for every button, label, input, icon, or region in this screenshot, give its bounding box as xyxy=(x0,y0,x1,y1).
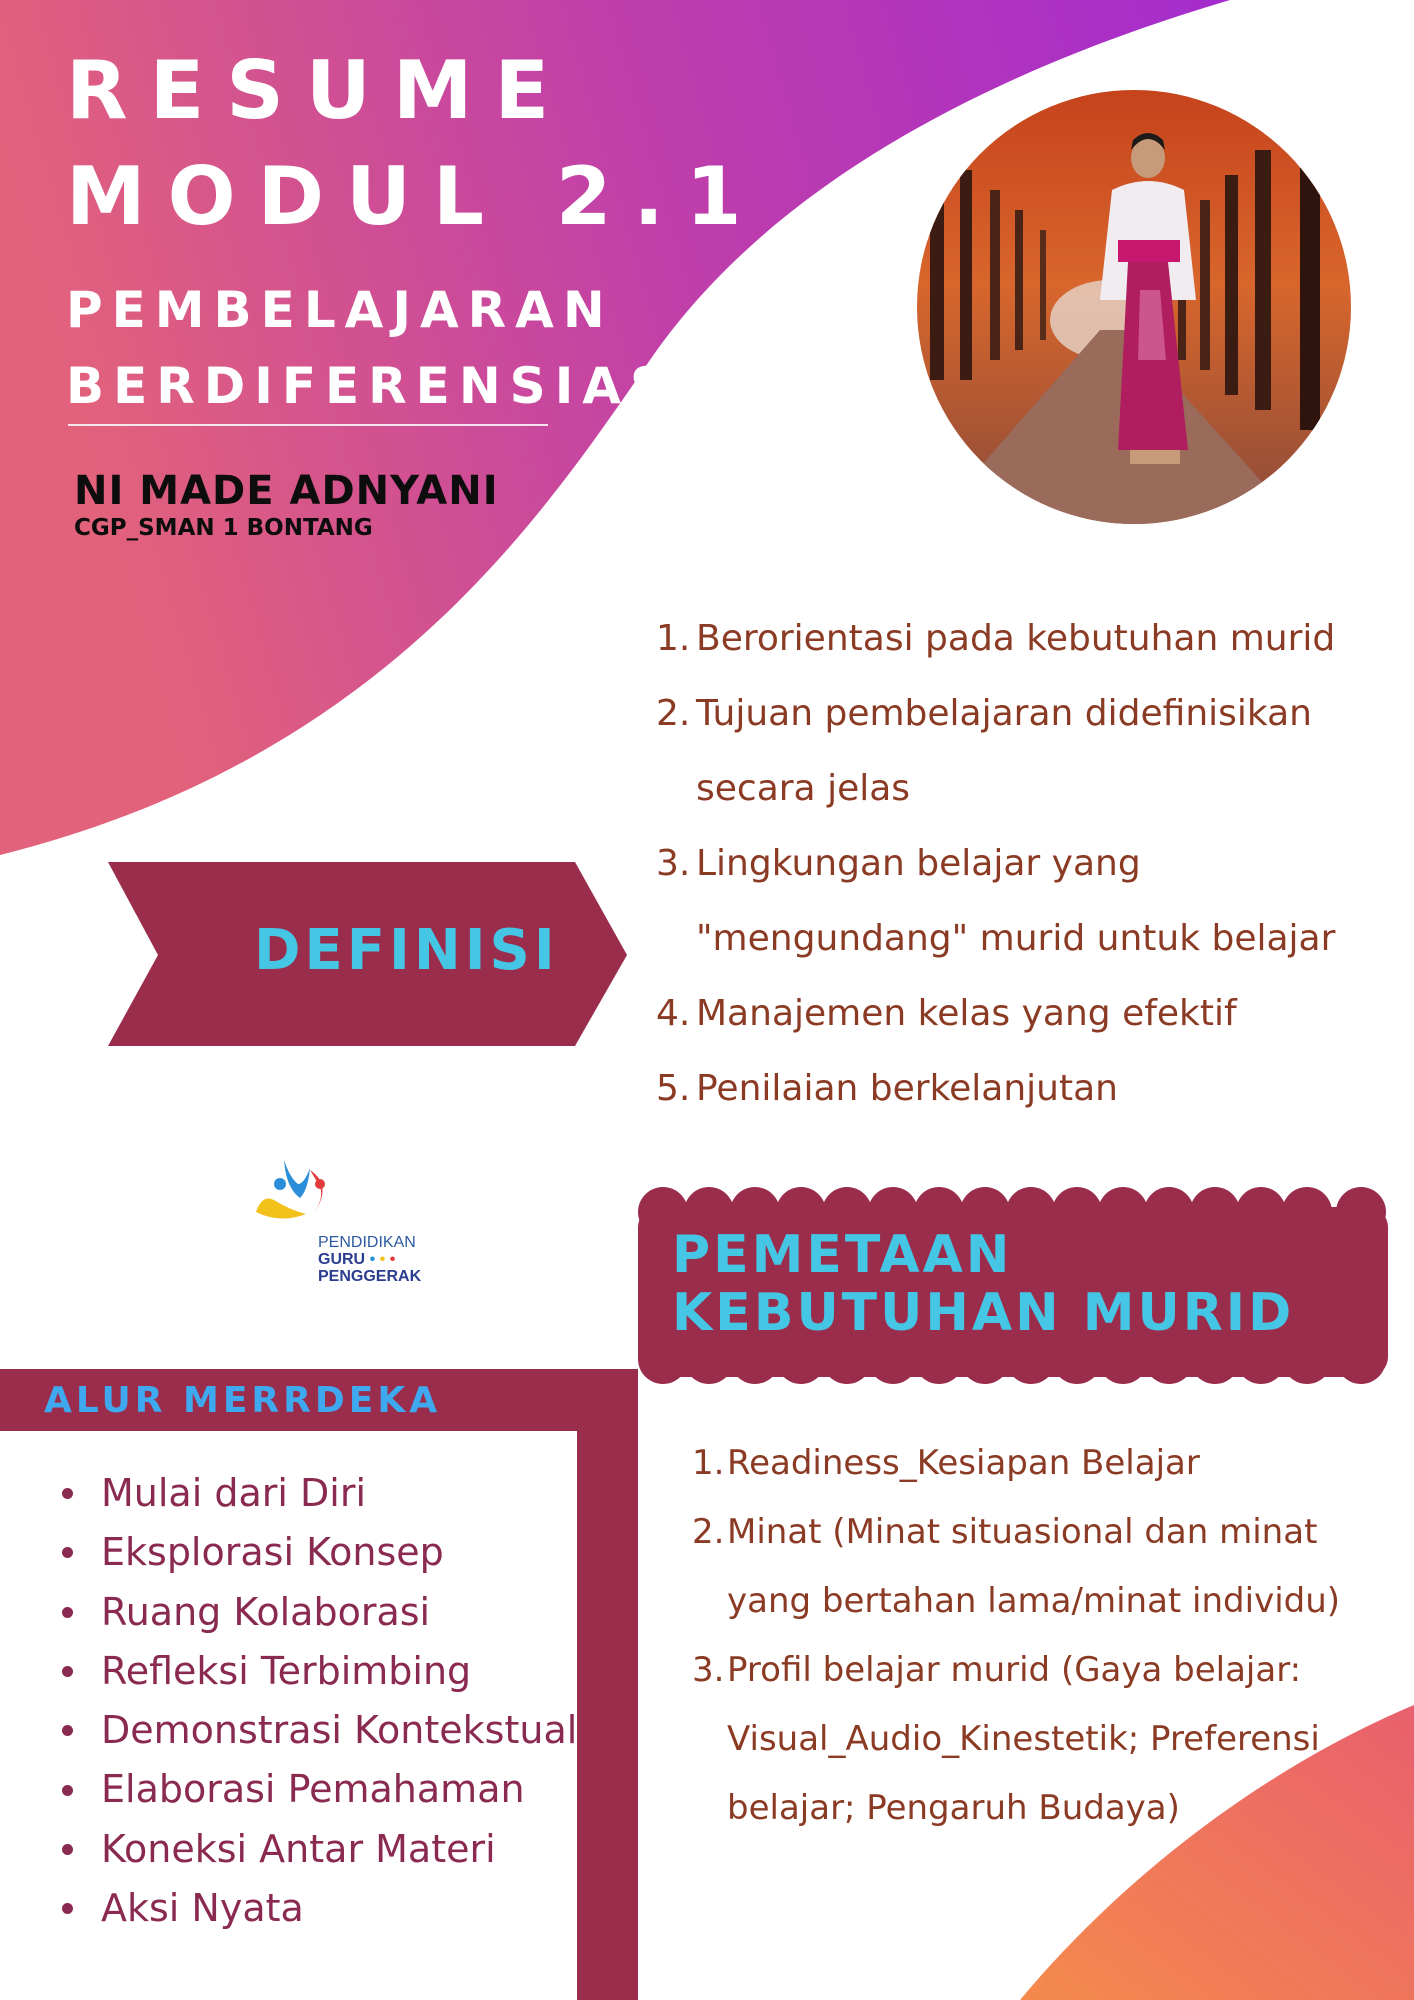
list-number: 3. xyxy=(692,1650,725,1690)
line: Penilaian berkelanjutan xyxy=(696,1068,1118,1109)
line: belajar; Pengaruh Budaya) xyxy=(727,1788,1180,1828)
list-text: Demonstrasi Kontekstual xyxy=(101,1708,578,1753)
list-item xyxy=(656,676,1376,826)
author-name: NI MADE ADNYANI xyxy=(74,468,499,514)
logo-line-1: PENDIDIKAN xyxy=(318,1234,416,1251)
bullet-icon xyxy=(62,1903,73,1914)
pemetaan-title-line-1: PEMETAAN xyxy=(672,1225,1013,1285)
list-item xyxy=(656,601,1376,676)
subtitle-line-2: BERDIFERENSIASI xyxy=(66,357,703,415)
list-number: 3. xyxy=(656,843,691,884)
list-text xyxy=(727,1636,1320,1843)
list-text: Refleksi Terbimbing xyxy=(101,1648,472,1693)
list-item xyxy=(58,1464,578,1523)
list-item xyxy=(656,826,1376,976)
list-text xyxy=(727,1498,1340,1636)
line: Minat (Minat situasional dan minat xyxy=(727,1512,1318,1552)
list-text: Aksi Nyata xyxy=(101,1886,304,1931)
list-number: 1. xyxy=(692,1443,725,1483)
bullet-icon xyxy=(62,1666,73,1677)
list-item xyxy=(656,1051,1376,1126)
list-item xyxy=(58,1583,578,1642)
list-item xyxy=(692,1498,1392,1636)
line: Manajemen kelas yang efektif xyxy=(696,993,1237,1034)
guru-penggerak-logo xyxy=(250,1154,450,1294)
definisi-list xyxy=(656,601,1376,1126)
alur-list xyxy=(58,1464,578,1938)
list-item xyxy=(58,1523,578,1582)
list-text: Koneksi Antar Materi xyxy=(101,1826,496,1871)
list-number: 1. xyxy=(656,618,691,659)
list-item xyxy=(692,1429,1392,1498)
alur-title: ALUR MERRDEKA xyxy=(44,1380,442,1421)
list-text: Eksplorasi Konsep xyxy=(101,1530,444,1575)
bullet-icon xyxy=(62,1488,73,1499)
alur-frame-right xyxy=(577,1369,638,2000)
list-item xyxy=(58,1879,578,1938)
line: yang bertahan lama/minat individu) xyxy=(727,1581,1341,1621)
list-text xyxy=(727,1429,1200,1498)
list-item xyxy=(58,1760,578,1819)
pemetaan-title xyxy=(672,1226,1294,1342)
list-text: Mulai dari Diri xyxy=(101,1471,367,1515)
title-line-2: MODUL 2.1 xyxy=(66,150,764,243)
list-number: 5. xyxy=(656,1068,691,1109)
title-line-1: RESUME xyxy=(66,44,572,137)
line: Readiness_Kesiapan Belajar xyxy=(727,1443,1200,1483)
list-text: Elaborasi Pemahaman xyxy=(101,1767,525,1812)
pemetaan-list xyxy=(692,1429,1392,1843)
logo-mark-icon xyxy=(250,1154,350,1234)
list-number: 2. xyxy=(656,693,691,734)
line: secara jelas xyxy=(696,768,911,809)
line: Profil belajar murid (Gaya belajar: xyxy=(727,1650,1302,1690)
definisi-label: DEFINISI xyxy=(254,918,559,983)
author-school: CGP_SMAN 1 BONTANG xyxy=(74,515,373,541)
list-text xyxy=(696,676,1312,826)
list-text xyxy=(696,601,1335,676)
bullet-icon xyxy=(62,1607,73,1618)
list-text xyxy=(696,1051,1118,1126)
logo-text xyxy=(318,1234,421,1285)
logo-line-3: PENGGERAK xyxy=(318,1268,422,1285)
list-item xyxy=(58,1820,578,1879)
list-item xyxy=(656,976,1376,1051)
bullet-icon xyxy=(62,1785,73,1796)
logo-line-2: GURU • • • xyxy=(318,1251,396,1268)
line: Lingkungan belajar yang xyxy=(696,843,1141,884)
bullet-icon xyxy=(62,1844,73,1855)
list-text: Ruang Kolaborasi xyxy=(101,1589,431,1634)
subtitle-underline xyxy=(68,424,548,426)
line: Tujuan pembelajaran didefinisikan xyxy=(696,693,1312,734)
bullet-icon xyxy=(62,1547,73,1558)
pemetaan-title-line-2: KEBUTUHAN MURID xyxy=(672,1283,1295,1343)
list-item xyxy=(58,1701,578,1760)
line: "mengundang" murid untuk belajar xyxy=(696,918,1336,959)
bullet-icon xyxy=(62,1725,73,1736)
list-text xyxy=(696,976,1237,1051)
list-text xyxy=(696,826,1335,976)
line: Visual_Audio_Kinestetik; Preferensi xyxy=(727,1719,1320,1759)
portrait-photo xyxy=(917,90,1351,524)
list-item xyxy=(58,1642,578,1701)
list-number: 2. xyxy=(692,1512,725,1552)
list-number: 4. xyxy=(656,993,691,1034)
line: Berorientasi pada kebutuhan murid xyxy=(696,618,1336,659)
subtitle-line-1: PEMBELAJARAN xyxy=(66,281,614,339)
list-item xyxy=(692,1636,1392,1843)
